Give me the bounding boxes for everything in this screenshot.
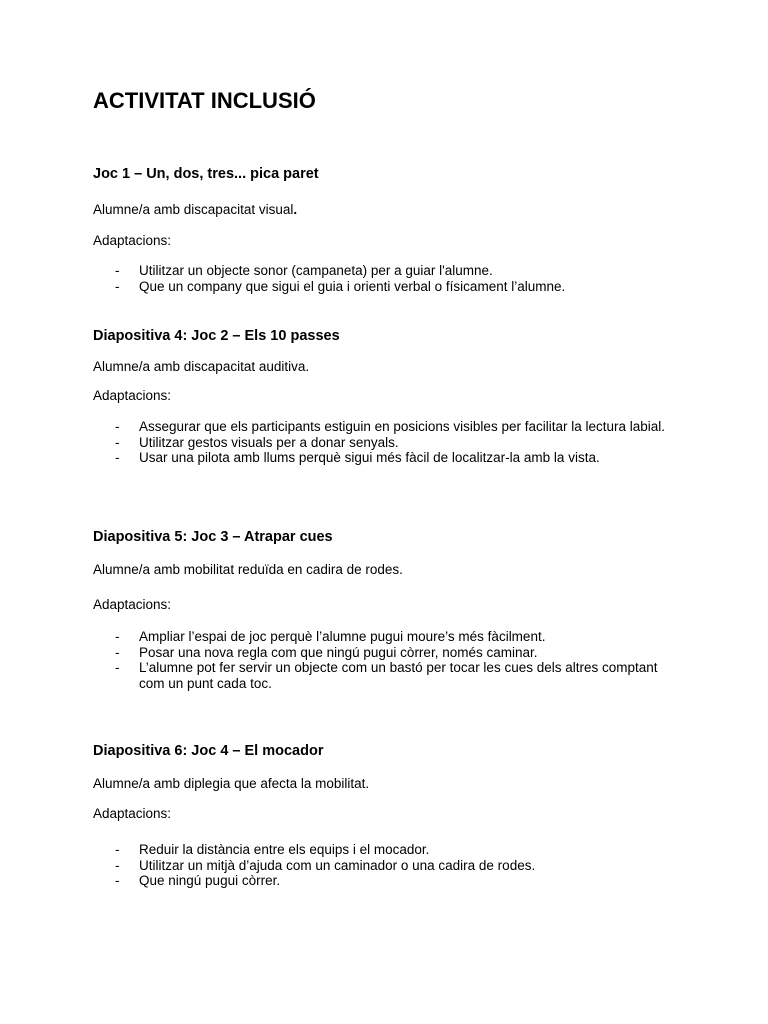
list-item: - Reduir la distància entre els equips i el mocador. [115,842,430,857]
list-item: - Posar una nova regla com que ningú pugui còrrer, només caminar. [115,644,538,660]
section-heading: Diapositiva 5: Joc 3 – Atrapar cues [93,529,333,545]
list-dash: - [115,263,120,278]
list-dash: - [115,842,120,857]
list-item: - Utilitzar un mitjà d’ajuda com un caminador o una cadira de rodes. [115,857,536,873]
student-description: Alumne/a amb diplegia que afecta la mobilitat. [93,776,370,791]
section-heading: Joc 1 – Un, dos, tres... pica paret [93,166,319,182]
section-heading: Diapositiva 4: Joc 2 – Els 10 passes [93,328,340,344]
list-item: - Que ningú pugui còrrer. [115,873,281,889]
list-item: - L’alumne pot fer servir un objecte com un bastó per tocar les cues dels altres comptant com un punt cada toc. [115,660,658,691]
adaptations-label: Adaptacions: [93,388,172,403]
list-dash: - [115,660,120,676]
list-dash: - [115,419,120,434]
adaptations-list [93,842,668,889]
list-dash: - [115,450,120,466]
list-item: - Que un company que sigui el guia i orienti verbal o físicament l’alumne. [115,278,566,294]
adaptations-list [93,263,668,294]
student-description: Alumne/a amb mobilitat reduïda en cadira de rodes. [93,562,403,577]
section-heading: Diapositiva 6: Joc 4 – El mocador [93,743,324,759]
list-dash: - [115,644,120,660]
adaptations-label: Adaptacions: [93,806,172,821]
list-dash: - [115,873,120,889]
list-dash: - [115,434,120,450]
adaptations-label: Adaptacions: [93,233,172,248]
list-item: - Utilitzar un objecte sonor (campaneta) per a guiar l'alumne. [115,263,493,278]
document-title: ACTIVITAT INCLUSIÓ [93,88,316,113]
adaptations-label: Adaptacions: [93,597,172,612]
list-dash: - [115,857,120,873]
list-item: - Usar una pilota amb llums perquè sigui més fàcil de localitzar-la amb la vista. [115,450,600,466]
list-item: - Assegurar que els participants estiguin en posicions visibles per facilitar la lectura labial. [115,419,666,434]
list-item: - Ampliar l’espai de joc perquè l’alumne pugui moure’s més fàcilment. [115,629,546,644]
student-description: Alumne/a amb discapacitat auditiva. [93,359,310,374]
adaptations-list [93,419,668,466]
list-dash: - [115,629,120,644]
list-item: - Utilitzar gestos visuals per a donar senyals. [115,434,399,450]
adaptations-list [93,629,668,691]
list-dash: - [115,278,120,294]
student-description: Alumne/a amb discapacitat visual. [93,202,298,217]
